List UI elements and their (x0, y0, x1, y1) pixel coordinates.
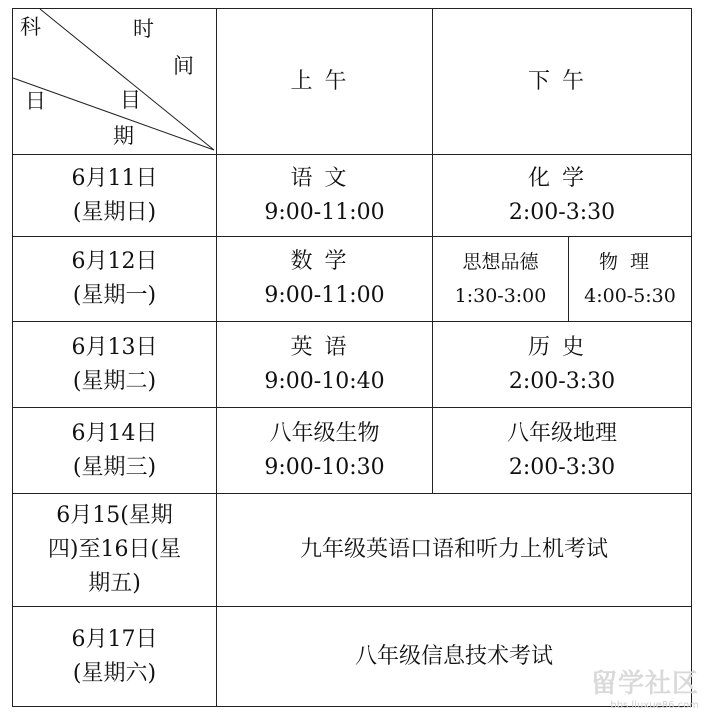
activity: 八年级信息技术考试 (354, 643, 553, 669)
afternoon-exam-cell (433, 237, 568, 321)
date-line: 四)至16日(星 (47, 537, 182, 562)
date-cell (13, 408, 216, 493)
date-cell (13, 155, 216, 236)
corner-label-time: 时 (133, 17, 154, 41)
corner-label-day: 日 (25, 89, 46, 113)
date: 6月12日 (71, 249, 158, 274)
watermark (591, 663, 699, 711)
header-afternoon: 下午 (527, 68, 596, 94)
header-morning: 上午 (290, 68, 359, 94)
exam-subject: 英语 (290, 334, 359, 360)
corner-label-between: 间 (173, 54, 194, 78)
weekday: (星期二) (72, 368, 157, 394)
exam-time: 9:00-11:00 (264, 199, 385, 225)
date: 6月13日 (71, 334, 158, 360)
watermark-logo: 留学社区 (590, 669, 699, 699)
exam-time: 2:00-3:30 (508, 454, 616, 480)
date: 6月17日 (71, 626, 158, 652)
afternoon-exam-cell (433, 408, 691, 493)
date-cell (13, 607, 216, 706)
exam-time: 9:00-10:40 (264, 368, 385, 394)
exam-subject: 物理 (598, 251, 661, 273)
weekday: (星期六) (72, 660, 157, 686)
afternoon-exam-cell (569, 237, 691, 321)
exam-subject: 八年级地理 (506, 420, 617, 446)
header-morning-cell (217, 9, 432, 154)
date: 6月14日 (71, 420, 158, 446)
exam-subject: 化学 (527, 165, 596, 191)
exam-time: 9:00-10:30 (264, 454, 385, 480)
date-cell (13, 237, 216, 321)
date-line: 期五) (88, 571, 141, 596)
morning-exam-cell (217, 408, 432, 493)
corner-label-period: 期 (113, 124, 134, 148)
exam-time: 2:00-3:30 (508, 199, 616, 225)
exam-subject: 八年级生物 (269, 420, 380, 446)
exam-time: 4:00-5:30 (584, 285, 676, 307)
date-cell (13, 322, 216, 407)
watermark-url: bbs.liuxue86.com (610, 700, 699, 711)
afternoon-exam-cell (433, 322, 691, 407)
morning-exam-cell (217, 237, 432, 321)
corner-label-subject: 科 (20, 15, 41, 39)
date: 6月11日 (71, 165, 158, 191)
weekday: (星期日) (72, 199, 157, 225)
weekday: (星期一) (72, 283, 157, 308)
date-line: 6月15(星期 (56, 503, 173, 528)
exam-subject: 历史 (527, 334, 596, 360)
exam-time: 1:30-3:00 (454, 285, 547, 307)
corner-label-mu: 目 (120, 88, 141, 112)
date-cell (13, 494, 216, 606)
exam-time: 9:00-11:00 (264, 283, 385, 308)
exam-subject: 思想品德 (462, 251, 539, 273)
activity-cell (217, 494, 691, 606)
morning-exam-cell (217, 155, 432, 236)
morning-exam-cell (217, 322, 432, 407)
afternoon-exam-cell (433, 155, 691, 236)
activity: 九年级英语口语和听力上机考试 (299, 537, 608, 562)
exam-time: 2:00-3:30 (508, 368, 616, 394)
weekday: (星期三) (72, 454, 157, 480)
header-afternoon-cell (433, 9, 691, 154)
exam-subject: 数学 (290, 249, 359, 274)
exam-subject: 语文 (290, 165, 359, 191)
